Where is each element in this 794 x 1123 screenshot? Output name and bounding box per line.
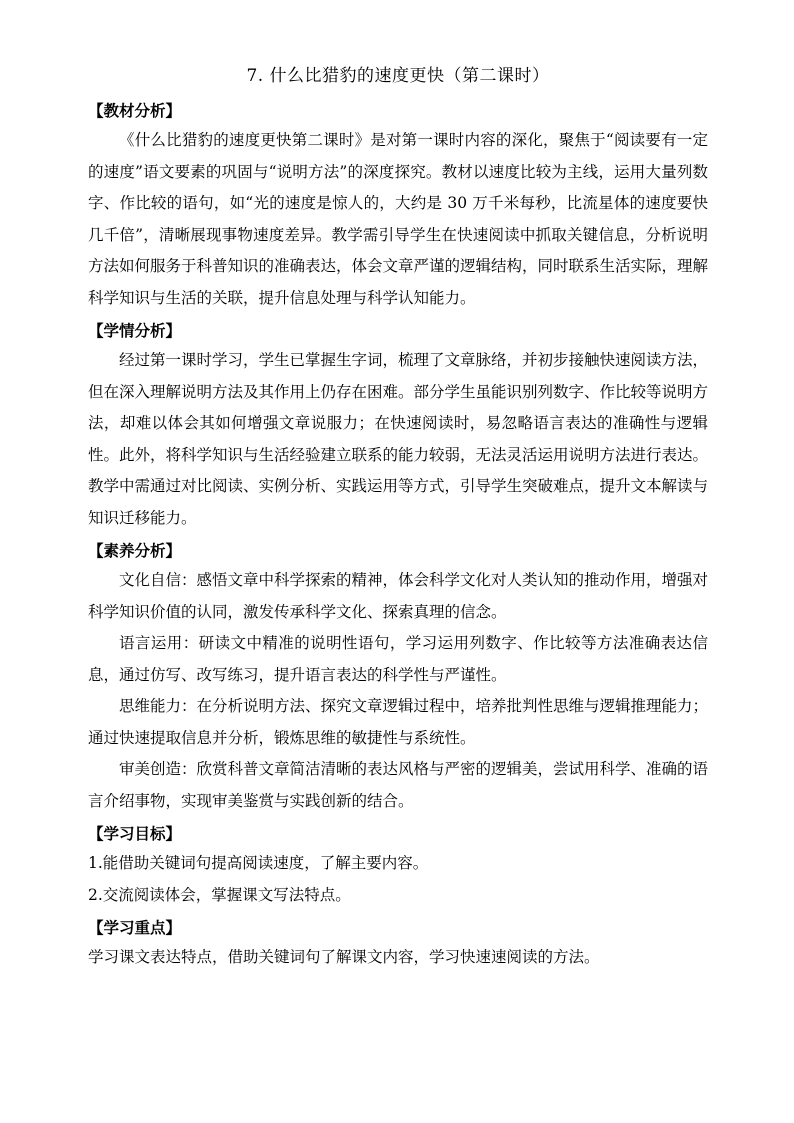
section-learning-objectives xyxy=(88,817,708,911)
list-item: 2.交流阅读体会，掌握课文写法特点。 xyxy=(88,885,351,904)
paragraph: 语言运用：研读文中精准的说明性语句，学习运用列数字、作比较等方法准确表达信息，通过仿写、改写练习，提升语言表达的科学性与严谨性。 xyxy=(88,634,708,684)
section-heading: 【素养分析】 xyxy=(88,541,182,560)
section-heading: 【学习目标】 xyxy=(88,824,182,843)
section-heading: 【学习重点】 xyxy=(88,918,182,937)
section-literacy-analysis xyxy=(88,534,708,817)
list-item: 1.能借助关键词句提高阅读速度，了解主要内容。 xyxy=(88,854,429,872)
paragraph: 文化自信：感悟文章中科学探索的精神，体会科学文化对人类认知的推动作用，增强对科学知识价值的认同，激发传承科学文化、探索真理的信念。 xyxy=(88,571,709,621)
section-heading: 【学情分析】 xyxy=(88,321,182,340)
document-title: 7. 什么比猎豹的速度更快（第二课时） xyxy=(246,66,550,86)
section-textbook-analysis xyxy=(88,94,708,314)
section-heading: 【教材分析】 xyxy=(88,101,182,120)
paragraph: 学习课文表达特点，借助关键词句了解课文内容，学习快速速阅读的方法。 xyxy=(88,948,600,966)
section-learning-focus xyxy=(88,911,708,974)
paragraph: 审美创造：欣赏科普文章简洁清晰的表达风格与严密的逻辑美，尝试用科学、准确的语言介绍事物，实现审美鉴赏与实践创新的结合。 xyxy=(88,760,709,810)
paragraph: 《什么比猎豹的速度更快第二课时》是对第一课时内容的深化，聚焦于“阅读要有一定的速度”语文要素的巩固与“说明方法”的深度探究。教材以速度比较为主线，运用大量列数字、作比较的语句，如“光的速度是惊人的，大约是 30 万千米每秒，比流星体的速度要快几千倍”，清晰展现事物速度差异。教学需引导学生在快速阅读中抓取关键信息，分析说明方法如何服务于科普知识的准确表达，体会文章严谨的逻辑结构，同时联系生活实际，理解科学知识与生活的关联，提升信息处理与科学认知能力。 xyxy=(88,131,709,307)
document-page xyxy=(88,62,708,974)
section-student-analysis xyxy=(88,314,708,534)
paragraph: 思维能力：在分析说明方法、探究文章逻辑过程中，培养批判性思维与逻辑推理能力；通过快速提取信息并分析，锻炼思维的敏捷性与系统性。 xyxy=(88,697,709,747)
paragraph: 经过第一课时学习，学生已掌握生字词，梳理了文章脉络，并初步接触快速阅读方法，但在深入理解说明方法及其作用上仍存在困难。部分学生虽能识别列数字、作比较等说明方法，却难以体会其如何增强文章说服力；在快速阅读时，易忽略语言表达的准确性与逻辑性。此外，将科学知识与生活经验建立联系的能力较弱，无法灵活运用说明方法进行表达。教学中需通过对比阅读、实例分析、实践运用等方式，引导学生突破难点，提升文本解读与知识迁移能力。 xyxy=(88,351,709,527)
